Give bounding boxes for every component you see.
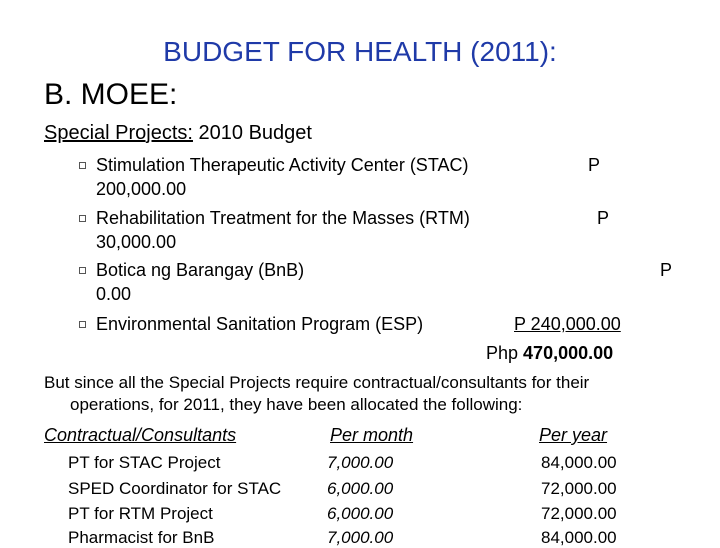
cell-position: SPED Coordinator for STAC	[68, 479, 282, 498]
cell-per-month: 6,000.00	[327, 504, 394, 523]
table-header-per-month: Per month	[330, 425, 414, 445]
project-currency: P	[588, 155, 601, 175]
cell-position: PT for STAC Project	[68, 453, 221, 472]
section-heading: B. MOEE:	[44, 78, 178, 111]
total-line	[486, 343, 613, 364]
project-name: Stimulation Therapeutic Activity Center (STAC)	[96, 155, 469, 175]
cell-per-month: 6,000.00	[327, 479, 394, 498]
special-projects-label: Special Projects:	[44, 122, 193, 144]
bullet-icon	[79, 321, 86, 328]
total-prefix: Php	[486, 343, 519, 363]
table-header-per-year: Per year	[539, 425, 608, 445]
project-name: Botica ng Barangay (BnB)	[96, 260, 305, 280]
bullet-icon	[79, 215, 86, 222]
project-amount: 30,000.00	[96, 232, 177, 252]
table-header-position: Contractual/Consultants	[44, 425, 237, 445]
cell-per-year: 72,000.00	[541, 504, 617, 523]
bullet-icon	[79, 267, 86, 274]
project-amount: 200,000.00	[96, 179, 187, 199]
bullet-icon	[79, 162, 86, 169]
cell-per-year: 84,000.00	[541, 453, 617, 472]
note-line: operations, for 2011, they have been allocated the following:	[70, 395, 523, 414]
cell-per-year: 72,000.00	[541, 479, 617, 498]
cell-position: Pharmacist for BnB	[68, 528, 215, 547]
project-amount: P 240,000.00	[514, 314, 621, 334]
project-name: Environmental Sanitation Program (ESP)	[96, 314, 424, 334]
project-currency: P	[660, 260, 673, 280]
project-amount: 0.00	[96, 284, 132, 304]
cell-per-year: 84,000.00	[541, 528, 617, 547]
project-currency: P	[597, 208, 610, 228]
cell-per-month: 7,000.00	[327, 528, 394, 547]
page-title: BUDGET FOR HEALTH (2011):	[163, 36, 557, 67]
project-name: Rehabilitation Treatment for the Masses (RTM)	[96, 208, 470, 228]
special-projects-heading	[44, 122, 312, 145]
special-projects-suffix: 2010 Budget	[192, 122, 312, 144]
note-line: But since all the Special Projects require contractual/consultants for their	[44, 373, 590, 392]
cell-per-month: 7,000.00	[327, 453, 394, 472]
cell-position: PT for RTM Project	[68, 504, 213, 523]
total-value: 470,000.00	[523, 343, 614, 363]
